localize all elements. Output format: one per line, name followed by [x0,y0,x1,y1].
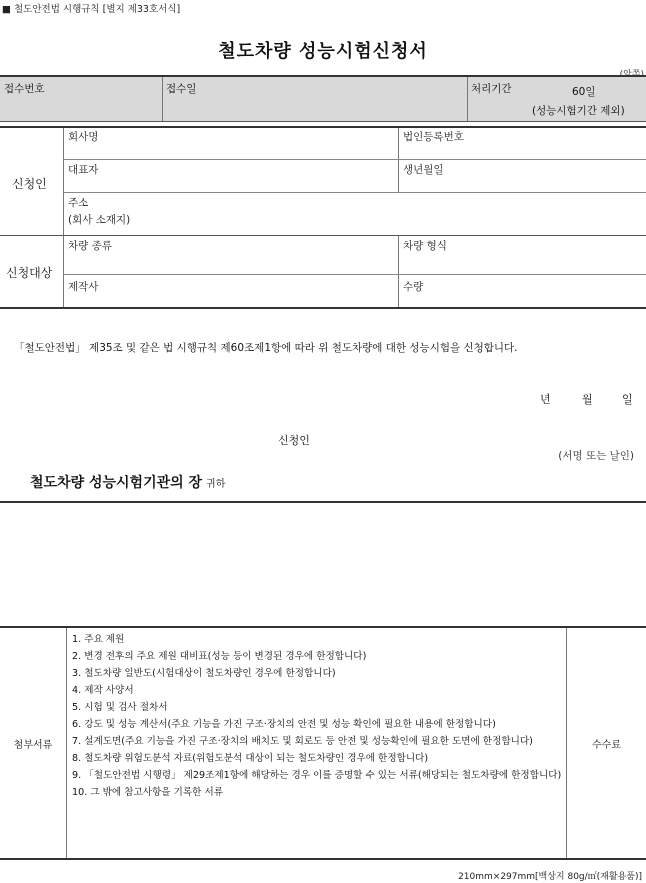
declaration-text: 「철도안전법」 제35조 및 같은 법 시행규칙 제60조제1항에 따라 위 철도차량에 대한 성능시험을 신청합니다. [14,342,518,354]
addressee [30,472,225,492]
processing-days: 60일 [572,86,596,98]
date-day[interactable]: 일 [622,393,633,406]
address-note: (회사 소재지) [68,214,131,226]
birth-date-field[interactable]: 생년월일 [403,164,444,176]
row-divider [63,192,646,193]
vehicle-model-field[interactable]: 차량 형식 [403,240,447,252]
attachment-item: 10. 그 밖에 참고사항을 기록한 서류 [72,787,223,798]
form-header-note: ■ 철도안전법 시행규칙 [별지 제33호서식] [2,4,181,15]
vehicle-type-field[interactable]: 차량 종류 [68,240,112,252]
corporate-registration-field[interactable]: 법인등록번호 [403,131,464,143]
attachment-item: 7. 설계도면(주요 기능을 가진 구조·장치의 배치도 및 회로도 등 안전 및 성능확인에 필요한 도면에 한정합니다) [72,736,533,747]
cut-line [0,501,646,503]
address-field[interactable]: 주소 [68,197,89,209]
addressee-suffix: 귀하 [206,479,226,490]
paper-spec-note: 210mm×297mm[백상지 80g/㎡(재활용품)] [458,872,642,882]
section-divider [0,235,646,236]
processing-period-label: 처리기간 [471,83,512,95]
attachments-list [72,631,564,801]
date-year[interactable]: 년 [540,393,551,406]
attachments-label: 첨부서류 [13,740,53,751]
applicant-sign-label: 신청인 [278,434,310,447]
attachment-item: 1. 주요 제원 [72,634,125,645]
quantity-field[interactable]: 수량 [403,281,424,293]
manufacturer-field[interactable]: 제작사 [68,281,99,293]
attachment-item: 9. 「철도안전법 시행령」 제29조제1항에 해당하는 경우 이를 증명할 수 있는 서류(해당되는 철도차량에 한정합니다) [72,770,562,781]
attachment-item: 2. 변경 전후의 주요 제원 대비표(성능 등이 변경된 경우에 한정합니다) [72,651,367,662]
row-divider [63,159,646,160]
section-label-divider [63,128,64,308]
cell-divider [398,160,399,192]
attachments-divider [66,628,67,858]
receipt-info-bar [0,75,646,122]
receipt-number-label: 접수번호 [4,83,45,95]
page-title: 철도차량 성능시험신청서 [218,41,428,62]
receipt-divider [467,77,468,121]
signature-note: (서명 또는 날인) [558,450,634,462]
attachment-item: 5. 시험 및 검사 절차서 [72,702,168,713]
section-bottom-border [0,307,646,309]
attachment-item: 3. 철도차량 일반도(시험대상이 철도차량인 경우에 한정합니다) [72,668,336,679]
fee-label: 수수료 [592,740,621,751]
section-top-border [0,126,646,128]
receipt-divider [162,77,163,121]
cell-divider [398,236,399,308]
row-divider [63,274,646,275]
receipt-date-label: 접수일 [166,83,197,95]
addressee-name: 철도차량 성능시험기관의 장 [30,475,203,491]
date-month[interactable]: 월 [582,393,593,406]
cell-divider [398,128,399,160]
company-name-field[interactable]: 회사명 [68,131,99,143]
attachment-item: 4. 제작 사양서 [72,685,134,696]
attachment-item: 6. 강도 및 성능 계산서(주요 기능을 가진 구조·장치의 안전 및 성능 확인에 필요한 내용에 한정합니다) [72,719,496,730]
representative-field[interactable]: 대표자 [68,164,99,176]
attachments-table [0,626,646,860]
applicant-section-label: 신청인 [12,177,47,191]
processing-period-note: (성능시험기간 제외) [532,105,625,117]
attachment-item: 8. 철도차량 위험도분석 자료(위험도분석 대상이 되는 철도차량인 경우에 한정합니다) [72,753,429,764]
target-section-label: 신청대상 [6,266,53,280]
